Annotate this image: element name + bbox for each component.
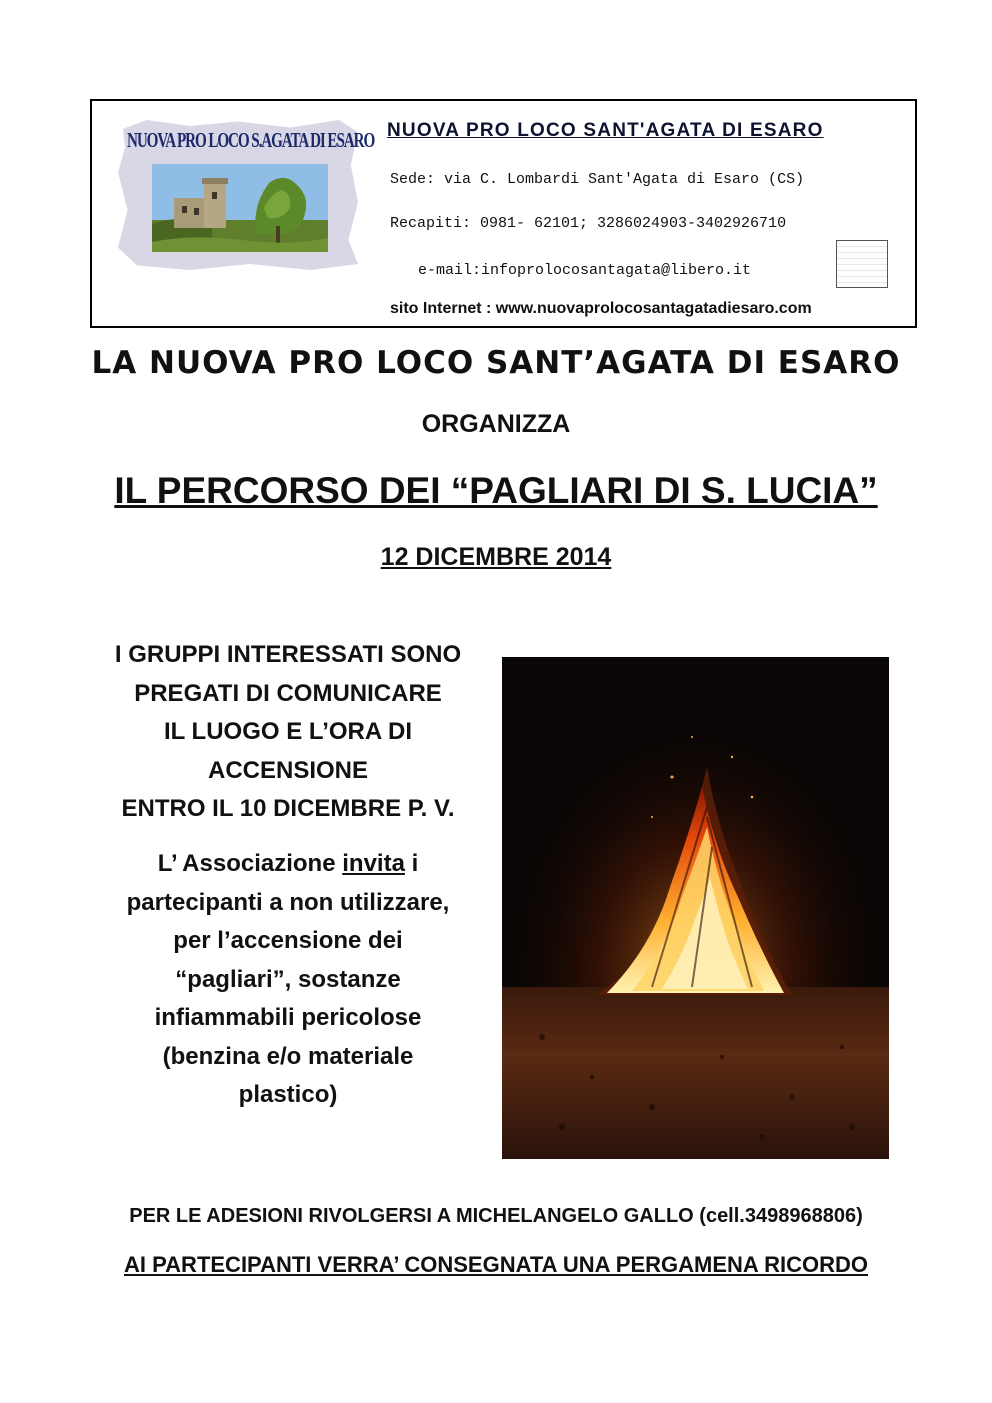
assoc-line: (benzina e/o materiale	[162, 1042, 414, 1070]
groups-line: IL LUOGO E L’ORA DI	[163, 718, 412, 745]
recapiti-phones: Recapiti: 0981- 62101; 3286024903-3402926710	[390, 215, 787, 232]
organizza-label: ORGANIZZA	[421, 410, 571, 438]
assoc-line: “pagliari”, sostanze	[175, 965, 401, 993]
assoc-line: partecipanti a non utilizzare,	[126, 888, 450, 916]
association-notice	[96, 845, 480, 1115]
assoc-line: infiammabili pericolose	[154, 1004, 422, 1031]
logo-title: NUOVA PRO LOCO S.AGATA DI ESARO	[127, 128, 375, 152]
document-thumbnail	[836, 240, 888, 288]
sede-address: Sede: via C. Lombardi Sant'Agata di Esaro (CS)	[390, 171, 805, 188]
event-date: 12 DICEMBRE 2014	[380, 543, 612, 571]
groups-line: PREGATI DI COMUNICARE	[134, 679, 442, 707]
organizer-heading: LA NUOVA PRO LOCO SANT’AGATA DI ESARO	[91, 345, 901, 381]
logo-castle-photo	[152, 164, 328, 252]
email-address: e-mail:infoprolocosantagata@libero.it	[418, 262, 752, 279]
org-name: NUOVA PRO LOCO SANT'AGATA DI ESARO	[387, 120, 824, 141]
assoc-pre: L’ Associazione	[157, 850, 343, 877]
assoc-line: plastico)	[238, 1081, 338, 1108]
groups-line: ENTRO IL 10 DICEMBRE P. V.	[121, 795, 455, 822]
bonfire-photo	[502, 657, 889, 1159]
website-link: sito Internet : www.nuovaprolocosantagatadiesaro.com	[390, 300, 812, 317]
adesioni-contact: PER LE ADESIONI RIVOLGERSI A MICHELANGELO GALLO (cell.3498968806)	[129, 1205, 863, 1227]
groups-line: ACCENSIONE	[207, 756, 369, 784]
assoc-line: per l’accensione dei	[173, 927, 403, 954]
groups-line: I GRUPPI INTERESSATI SONO	[114, 641, 462, 668]
assoc-first-line	[96, 845, 480, 884]
groups-notice	[96, 636, 480, 829]
event-title: IL PERCORSO DEI “PAGLIARI DI S. LUCIA”	[114, 470, 878, 511]
pergamena-notice: AI PARTECIPANTI VERRA’ CONSEGNATA UNA PERGAMENA RICORDO	[124, 1252, 868, 1277]
invita-word: invita	[342, 850, 405, 877]
assoc-post: i	[404, 850, 419, 877]
